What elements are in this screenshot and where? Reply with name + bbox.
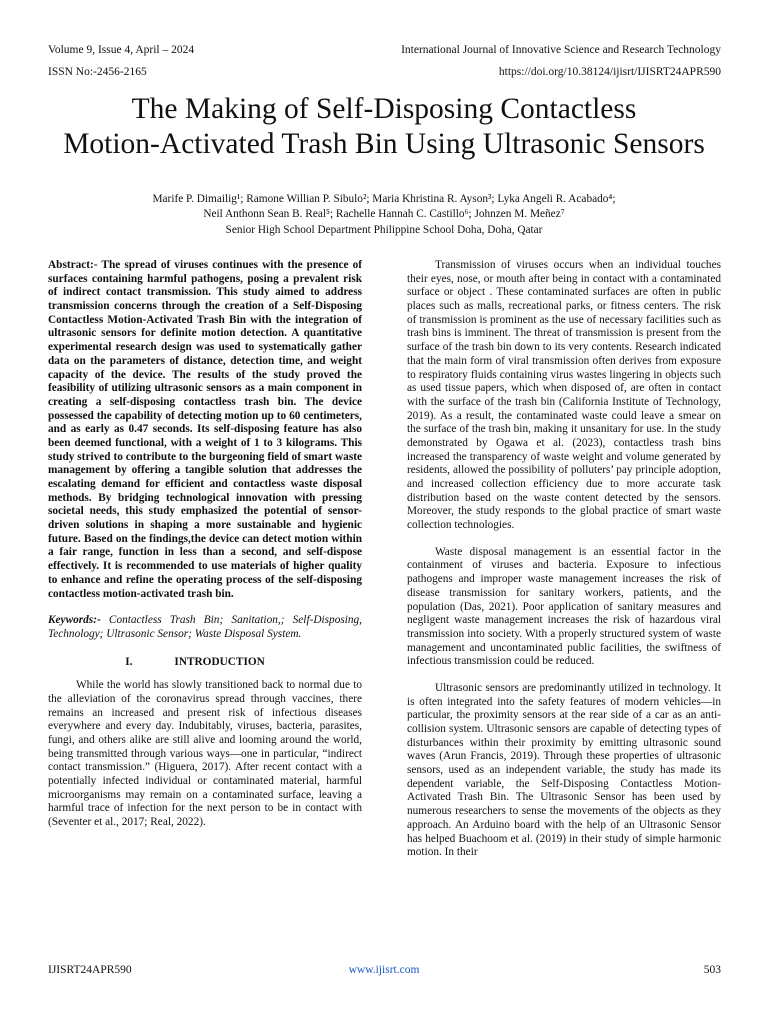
affiliation: Senior High School Department Philippine School Doha, Doha, Qatar (225, 223, 543, 236)
title-line-2: Motion-Activated Trash Bin Using Ultrasonic Sensors (63, 128, 705, 160)
website-link[interactable]: www.ijisrt.com (348, 964, 420, 976)
journal-issue: Volume 9, Issue 4, April – 2024 (48, 44, 195, 56)
body-paragraph-2: Waste disposal management is an essential factor in the containment of viruses and bacteria. Exposure to infectious pathogens and improper waste management increases the risk of disease transmission for sanitary workers, patients, and the population (Das, 2021). Poor application of sanitary measures and negligent waste management increases the risk of hazardous viral transmission into society. With a properly structured system of waste management and uncontaminated public facilities, the swiftness of infectious transmission could be reduced. (407, 545, 721, 668)
author-block (20, 192, 748, 238)
keywords-text: Contactless Trash Bin; Sanitation,; Self-Disposing, Technology; Ultrasonic Sensor; Waste Disposal System. (48, 614, 362, 640)
paper-id: IJISRT24APR590 (48, 964, 132, 976)
issn: ISSN No:-2456-2165 (48, 66, 147, 78)
authors-line-2: Neil Anthonn Sean B. Real⁵; Rachelle Hannah C. Castillo⁶; Johnzen M. Meñez⁷ (203, 208, 565, 221)
authors-line-1: Marife P. Dimailig¹; Ramone Willian P. Sibulo²; Maria Khristina R. Ayson³; Lyka Angeli R. Acabado⁴; (152, 193, 616, 205)
section-number: I. (125, 655, 133, 668)
paper-title (20, 92, 748, 162)
journal-name: International Journal of Innovative Science and Research Technology (401, 44, 721, 56)
section-heading (48, 656, 362, 670)
title-line-1: The Making of Self-Disposing Contactless (131, 93, 637, 125)
right-column (407, 259, 721, 860)
body-paragraph-3: Ultrasonic sensors are predominantly utilized in technology. It is often integrated into the safety features of modern vehicles—in particular, the proximity sensors at the rear side of a car as an anti-collision system. Ultrasonic sensors are capable of detecting types of disturbances within their proximity by emitting ultrasonic sound waves (Arun Francis, 2019). Through these properties of ultrasonic sensors, used as an independent variable, the study has made its dependent variable, the Self-Disposing Contactless Motion-Activated Trash Bin. The Ultrasonic Sensor has been used by numerous researchers to sense the movements of the objects as they approach. An Arduino board with the help of an Ultrasonic Sensor has helped Buachoom et al. (2019) in their study of simple harmonic motion. In their (407, 681, 721, 859)
keywords-label: Keywords:- (48, 614, 101, 627)
left-column (48, 259, 362, 830)
abstract: Abstract:- The spread of viruses continues with the presence of surfaces containing harmful pathogens, posing a prevalent risk of indirect contact transmission. This study aimed to address transmission concerns through the creation of a Self-Disposing Contactless Motion-Activated Trash Bin with the integration of ultrasonic sensors for definite motion detection. A quantitative experimental research design was used to systematically gather data on the parameters of distance, detection time, and weight capacity of the device. The results of the study proved the feasibility of utilizing ultrasonic sensors as a main component in creating a self-disposing contactless trash bin. The device possessed the capability of detecting motion up to 60 centimeters, and as early as 0.47 seconds. Its self-disposing feature has also been deemed functional, with a weight of 1 to 3 kilograms. This study strived to contribute to the burgeoning field of smart waste management by offering a tangible solution that addresses the escalating demand for efficient and contactless waste disposal methods. By bridging technological innovation with pressing societal needs, this study emphasized the potential of sensor-driven solutions in shaping a more sustainable and hygienic future. Based on the findings,the device can detect motion within a fair range, function in less than a second, and self-dispose effectively. It is recommended to use materials of higher quality to enhance and refine the operating process of the self-disposing contactless motion-activated trash bin. (48, 259, 362, 600)
intro-paragraph: While the world has slowly transitioned back to normal due to the alleviation of the coronavirus spread through vaccines, there remains an increased and present risk of infectious diseases everywhere and every day. Indubitably, viruses, bacteria, parasites, fungi, and others alike are still alive and looming around the world, being transmitted through various ways—one in particular, “indirect contact transmission.” (Higuera, 2017). After recent contact with a potentially infected individual or contaminated material, harmful microorganisms may remain on a contaminated surface, leaving a harmful trace of infection for the next person to be in contact with (Seventer et al., 2017; Real, 2022). (48, 679, 362, 829)
keywords (48, 614, 362, 641)
body-paragraph-1: Transmission of viruses occurs when an individual touches their eyes, nose, or mouth after being in contact with a contaminated surface or object . These contaminated surfaces are often in public places such as malls, recreational parks, or fitness centers. The risk of transmission is prominent as the use of necessary facilities such as trash bins is imminent. The threat of transmission is present from the surface of the trash bin down to its very contents. Research indicated that the main form of viral transmission often derives from exposure to respiratory fluids containing virus wastes lingering in objects such as used tissue papers, which when disposed of, are often in contact with the surface of the trash bin (California Institute of Technology, 2019). As a result, the contaminated waste could leave a smear on the surface of the trash bin, making it unsanitary for use. In the study demonstrated by Ogawa et al. (2023), contactless trash bins increased the transparency of waste weight and volume generated by residents, allowed the possibility of polluters’ pay principle adoption, and increased collection efficiency due to more accurate task distribution based on the waste content detected by the sensors. Moreover, the study responds to the global practice of smart waste collection technologies. (407, 259, 721, 532)
page-number: 503 (703, 964, 721, 976)
section-title: INTRODUCTION (174, 655, 265, 668)
doi-link[interactable]: https://doi.org/10.38124/ijisrt/IJISRT24APR590 (498, 66, 721, 78)
